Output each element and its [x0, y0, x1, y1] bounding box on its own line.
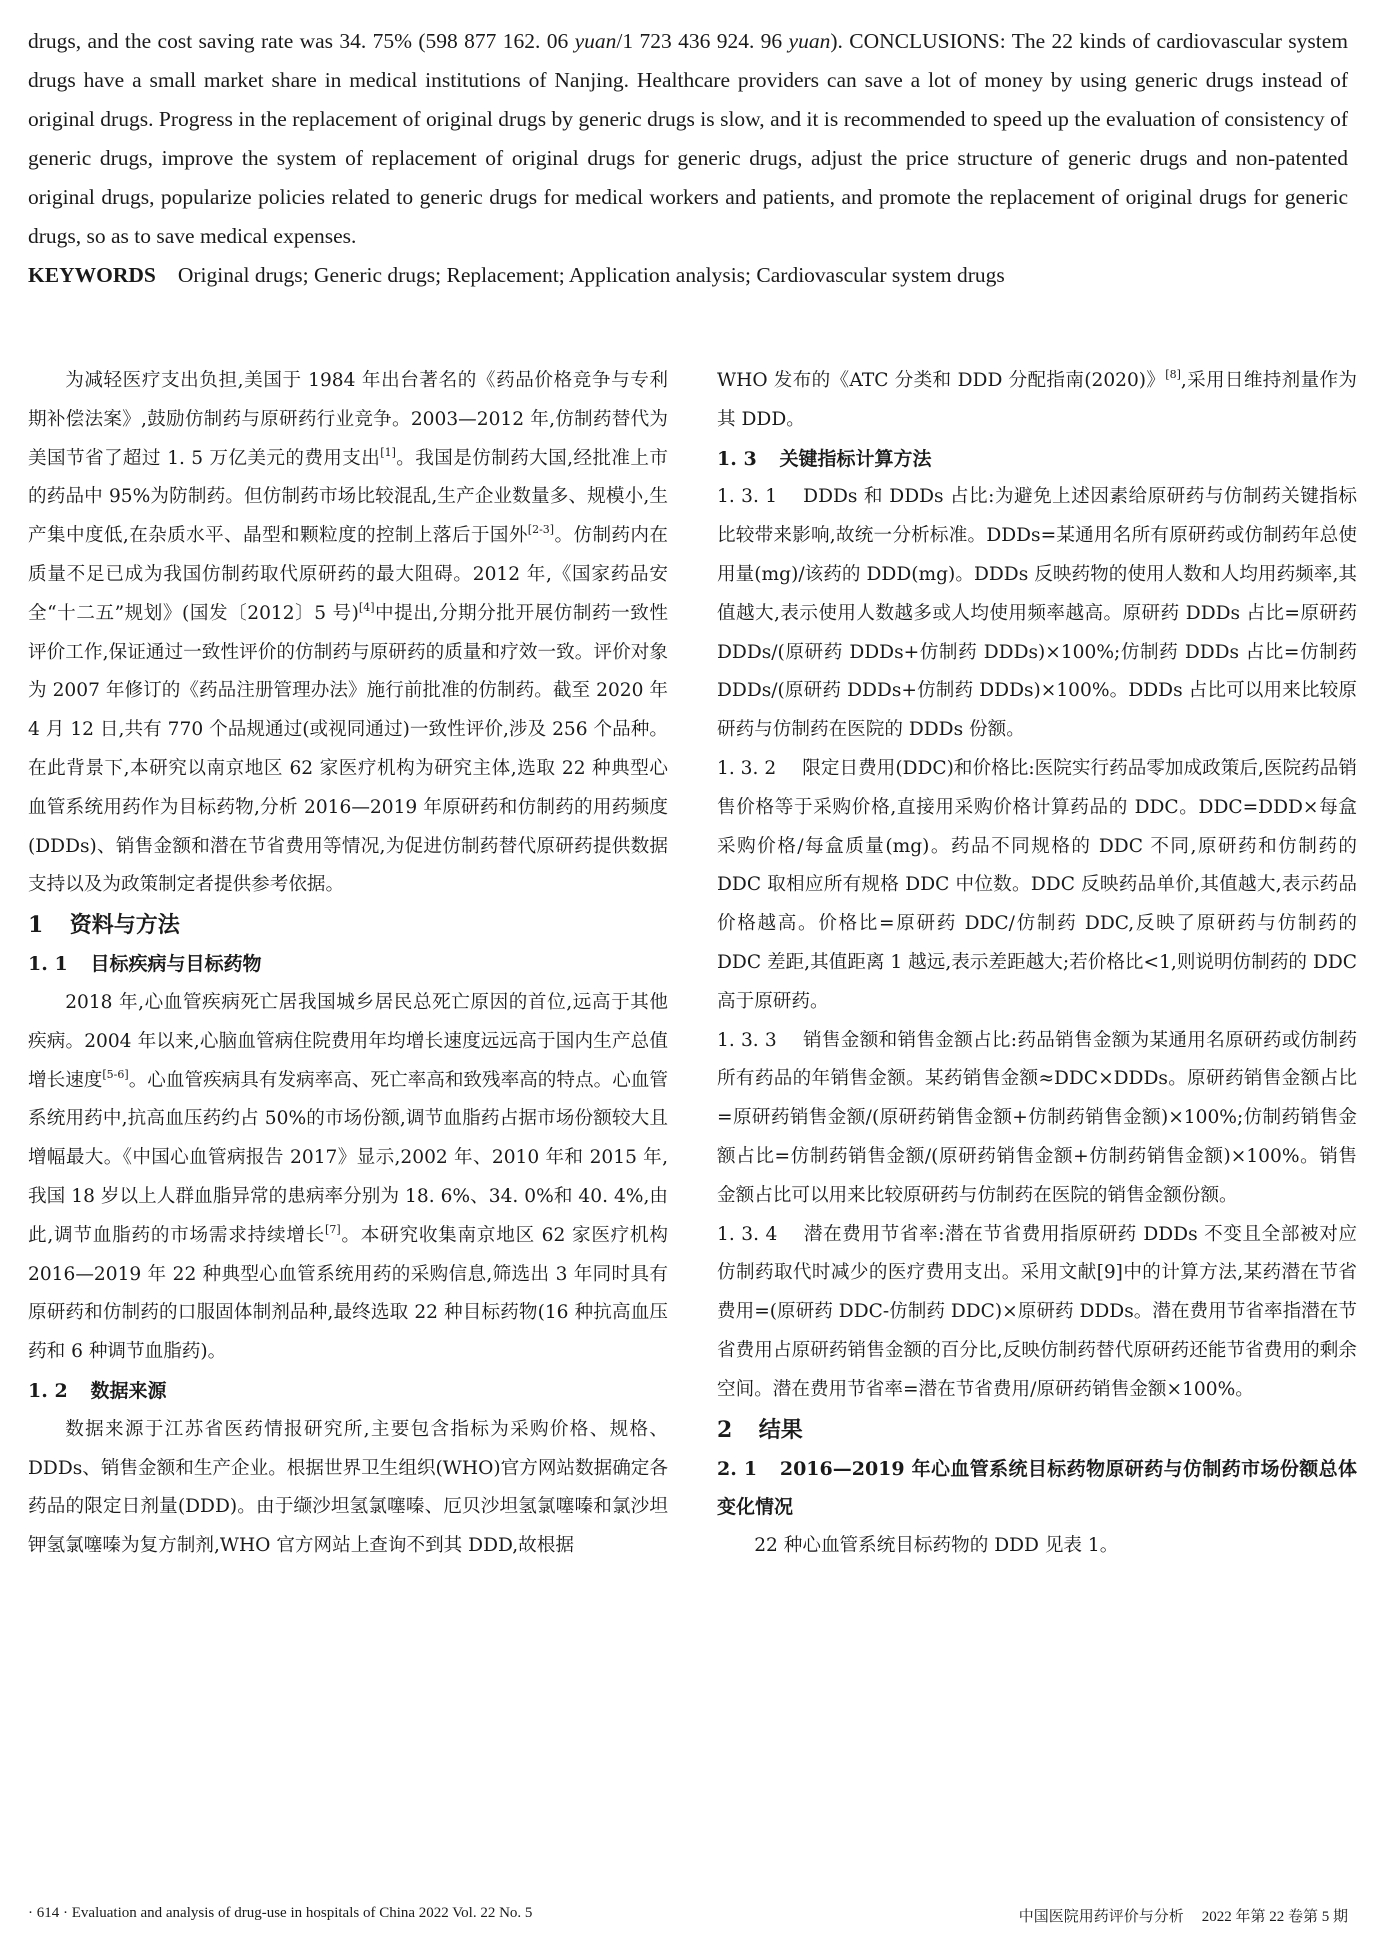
- subsection-heading: 1. 1 目标疾病与目标药物: [28, 953, 262, 976]
- journal-title-en: Evaluation and analysis of drug-use in hospitals of China 2022 Vol. 22 No. 5: [71, 1905, 533, 1921]
- citation[interactable]: [1]: [380, 445, 396, 459]
- body-paragraph: 1. 3. 1 DDDs 和 DDDs 占比:为避免上述因素给原研药与仿制药关键指标比较带来影响,故统一分析标准。DDDs=某通用名所有原研药或仿制药年总使用量(mg)/该药的 DDD(mg)。DDDs 反映药物的使用人数和人均用药频率,其值越大,表示使用人数越多或人均使用频率越高。原研药 DDDs 占比=原研药 DDDs/(原研药 DDDs+仿制药 DDDs)×100%;仿制药 DDDs 占比=仿制药 DDDs/(原研药 DDDs+仿制药 DDDs)×100%。DDDs 占比可以用来比较原研药与仿制药在医院的 DDDs 份额。: [717, 486, 1357, 741]
- citation[interactable]: [4]: [358, 600, 375, 614]
- body-paragraph: 1. 3. 2 限定日费用(DDC)和价格比:医院实行药品零加成政策后,医院药品销售价格等于采购价格,直接用采购价格计算药品的 DDC。DDC=DDD×每盒采购价格/每盒质量(mg)。药品不同规格的 DDC 不同,原研药和仿制药的 DDC 取相应所有规格 DDC 中位数。DDC 反映药品单价,其值越大,表示药品价格越高。价格比=原研药 DDC/仿制药 DDC,反映了原研药与仿制药的 DDC 差距,其值距离 1 越远,表示差距越大;若价格比<1,则说明仿制药的 DDC 高于原研药。: [717, 757, 1357, 1012]
- abstract-text: drugs, and the cost saving rate was 34. 75% (598 877 162. 06 yuan/1 723 436 924. 96 yuan). CONCLUSIONS: The 22 kinds of cardiovascular system drugs have a small market share in medical institutions of Nanjing. Healthcare providers can save a lot of money by using generic drugs instead of original drugs. Progress in the replacement of original drugs by generic drugs is slow, and it is recommended to speed up the evaluation of consistency of generic drugs, improve the system of replacement of original drugs for generic drugs, adjust the price structure of generic drugs and non-patented original drugs, popularize policies related to generic drugs for medical workers and patients, and promote the replacement of original drugs for generic drugs, so as to save medical expenses.: [28, 29, 1348, 248]
- keywords-list: Original drugs; Generic drugs; Replacement; Application analysis; Cardiovascular system drugs: [177, 263, 1005, 287]
- citation[interactable]: [5-6]: [102, 1067, 129, 1081]
- subsection-heading: 1. 3 关键指标计算方法: [717, 447, 932, 470]
- body-paragraph: 1. 3. 4 潜在费用节省率:潜在节省费用指原研药 DDDs 不变且全部被对应仿制药取代时减少的医疗费用支出。采用文献[9]中的计算方法,某药潜在节省费用=(原研药 DDC-仿制药 DDC)×原研药 DDDs。潜在费用节省率指潜在节省费用占原研药销售金额的百分比,反映仿制药替代原研药还能节省费用的剩余空间。潜在费用节省率=潜在节省费用/原研药销售金额×100%。: [717, 1223, 1357, 1400]
- body-paragraph: WHO 发布的《ATC 分类和 DDD 分配指南(2020)》[8],采用日维持剂量作为其 DDD。: [717, 368, 1357, 430]
- body-paragraph: 1. 3. 3 销售金额和销售金额占比:药品销售金额为某通用名原研药或仿制药所有药品的年销售金额。某药销售金额≈DDC×DDDs。原研药销售金额占比=原研药销售金额/(原研药销售金额+仿制药销售金额)×100%;仿制药销售金额占比=仿制药销售金额/(原研药销售金额+仿制药销售金额)×100%。销售金额占比可以用来比较原研药与仿制药在医院的销售金额份额。: [717, 1029, 1357, 1206]
- page-number: · 614 ·: [28, 1905, 68, 1921]
- footer-right: [1019, 1905, 1348, 1926]
- issue-info: 2022 年第 22 卷第 5 期: [1201, 1909, 1348, 1925]
- journal-title-cn: 中国医院用药评价与分析: [1018, 1909, 1184, 1925]
- page-footer: [28, 1905, 1348, 1926]
- citation[interactable]: [2-3]: [527, 523, 555, 537]
- body-paragraph: 2018 年,心血管疾病死亡居我国城乡居民总死亡原因的首位,远高于其他疾病。2004 年以来,心脑血管病住院费用年均增长速度远远高于国内生产总值增长速度[5-6]。心血管疾病具有发病率高、死亡率高和致残率高的特点。心血管系统用药中,抗高血压药约占 50%的市场份额,调节血脂药占据市场份额较大且增幅最大。《中国心血管病报告 2017》显示,2002 年、2010 年和 2015 年,我国 18 岁以上人群血脂异常的患病率分别为 18. 6%、34. 0%和 40. 4%,由此,调节血脂药的市场需求持续增长[7]。本研究收集南京地区 62 家医疗机构 2016—2019 年 22 种典型心血管系统用药的采购信息,筛选出 3 年同时具有原研药和仿制药的口服固体制剂品种,最终选取 22 种目标药物(16 种抗高血压药和 6 种调节血脂药)。: [28, 991, 668, 1363]
- subsection-heading: 2. 1 2016—2019 年心血管系统目标药物原研药与仿制药市场份额总体变化情况: [717, 1457, 1357, 1519]
- subsection-heading: 1. 2 数据来源: [28, 1379, 167, 1402]
- citation[interactable]: [8]: [1165, 368, 1181, 381]
- footer-left: [28, 1905, 532, 1926]
- abstract-section: [28, 22, 1348, 295]
- right-column: [717, 362, 1357, 1566]
- body-paragraph: 数据来源于江苏省医药情报研究所,主要包含指标为采购价格、规格、DDDs、销售金额和生产企业。根据世界卫生组织(WHO)官方网站数据确定各药品的限定日剂量(DDD)。由于缬沙坦氢氯噻嗪、厄贝沙坦氢氯噻嗪和氯沙坦钾氢氯噻嗪为复方制剂,WHO 官方网站上查询不到其 DDD,故根据: [28, 1418, 668, 1557]
- citation[interactable]: [7]: [325, 1222, 341, 1236]
- keywords-label: KEYWORDS: [28, 263, 156, 287]
- intro-paragraph: 为减轻医疗支出负担,美国于 1984 年出台著名的《药品价格竞争与专利期补偿法案》,鼓励仿制药与原研药行业竞争。2003—2012 年,仿制药替代为美国节省了超过 1. 5 万亿美元的费用支出[1]。我国是仿制药大国,经批准上市的药品中 95%为防制药。但仿制药市场比较混乱,生产企业数量多、规模小,生产集中度低,在杂质水平、晶型和颗粒度的控制上落后于国外[2-3]。仿制药内在质量不足已成为我国仿制药取代原研药的最大阻碍。2012 年,《国家药品安全“十二五”规划》(国发〔2012〕5 号)[4]中提出,分期分批开展仿制药一致性评价工作,保证通过一致性评价的仿制药与原研药的质量和疗效一致。评价对象为 2007 年修订的《药品注册管理办法》施行前批准的仿制药。截至 2020 年 4 月 12 日,共有 770 个品规通过(或视同通过)一致性评价,涉及 256 个品种。在此背景下,本研究以南京地区 62 家医疗机构为研究主体,选取 22 种典型心血管系统用药作为目标药物,分析 2016—2019 年原研药和仿制药的用药频度(DDDs)、销售金额和潜在节省费用等情况,为促进仿制药替代原研药提供数据支持以及为政策制定者提供参考依据。: [28, 370, 668, 896]
- left-column: [28, 362, 668, 1566]
- body-paragraph: 22 种心血管系统目标药物的 DDD 见表 1。: [754, 1535, 1119, 1557]
- section-heading: 2 结果: [717, 1416, 803, 1443]
- section-heading: 1 资料与方法: [28, 912, 180, 939]
